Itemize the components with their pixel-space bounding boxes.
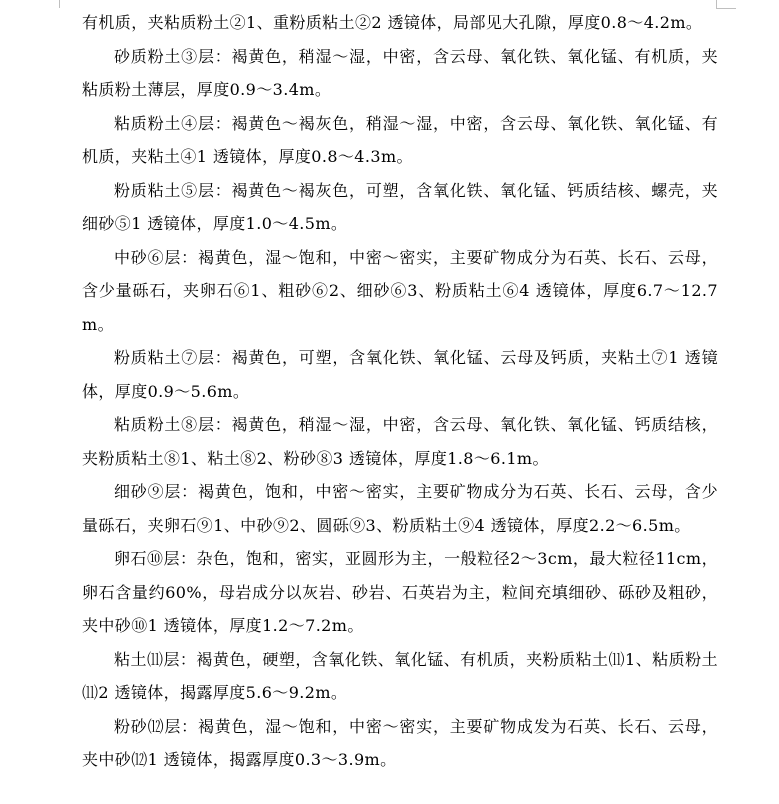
paragraph-layer-8: 粘质粉土⑧层：褐黄色，稍湿～湿，中密，含云母、氧化铁、氧化锰、钙质结核，夹粉质粘土⑧1、粘土⑧2、粉砂⑧3 透镜体，厚度1.8～6.1m。	[82, 415, 718, 468]
margin-corner-mark-left	[59, 0, 60, 8]
paragraph-layer-10: 卵石⑩层：杂色，饱和，密实，亚圆形为主，一般粒径2～3cm，最大粒径11cm，卵石含量约60%，母岩成分以灰岩、砂岩、石英岩为主，粒间充填细砂、砾砂及粗砂，夹中砂⑩1 透镜体，厚度1.2～7.2m。	[82, 549, 718, 635]
paragraph-layer-5: 粉质粘土⑤层：褐黄色～褐灰色，可塑，含氧化铁、氧化锰、钙质结核、螺壳，夹细砂⑤1 透镜体，厚度1.0～4.5m。	[82, 180, 718, 233]
paragraph-layer-3: 砂质粉土③层：褐黄色，稍湿～湿，中密，含云母、氧化铁、氧化锰、有机质，夹粘质粉土薄层，厚度0.9～3.4m。	[82, 46, 718, 99]
paragraph-layer-9: 细砂⑨层：褐黄色，饱和，中密～密实，主要矿物成分为石英、长石、云母，含少量砾石，夹卵石⑨1、中砂⑨2、圆砾⑨3、粉质粘土⑨4 透镜体，厚度2.2～6.5m。	[82, 482, 718, 535]
document-body	[82, 6, 718, 777]
paragraph-layer-4: 粘质粉土④层：褐黄色～褐灰色，稍湿～湿，中密，含云母、氧化铁、氧化锰、有机质，夹粘土④1 透镜体，厚度0.8～4.3m。	[82, 113, 718, 166]
paragraph-layer-12: 粉砂⑿层：褐黄色，湿～饱和，中密～密实，主要矿物成发为石英、长石、云母，夹中砂⑿1 透镜体，揭露厚度0.3～3.9m。	[82, 716, 718, 769]
paragraph-layer-2-continued: 有机质，夹粘质粉土②1、重粉质粘土②2 透镜体，局部见大孔隙，厚度0.8～4.2m。	[82, 13, 703, 32]
paragraph-layer-7: 粉质粘土⑦层：褐黄色，可塑，含氧化铁、氧化锰、云母及钙质，夹粘土⑦1 透镜体，厚度0.9～5.6m。	[82, 348, 718, 401]
paragraph-layer-11: 粘土⑾层：褐黄色，硬塑，含氧化铁、氧化锰、有机质，夹粉质粘土⑾1、粘质粉土⑾2 透镜体，揭露厚度5.6～9.2m。	[82, 649, 718, 702]
paragraph-layer-6: 中砂⑥层：褐黄色，湿～饱和，中密～密实，主要矿物成分为石英、长石、云母，含少量砾石，夹卵石⑥1、粗砂⑥2、细砂⑥3、粉质粘土⑥4 透镜体，厚度6.7～12.7m。	[82, 247, 718, 334]
margin-corner-mark-right	[716, 8, 736, 9]
